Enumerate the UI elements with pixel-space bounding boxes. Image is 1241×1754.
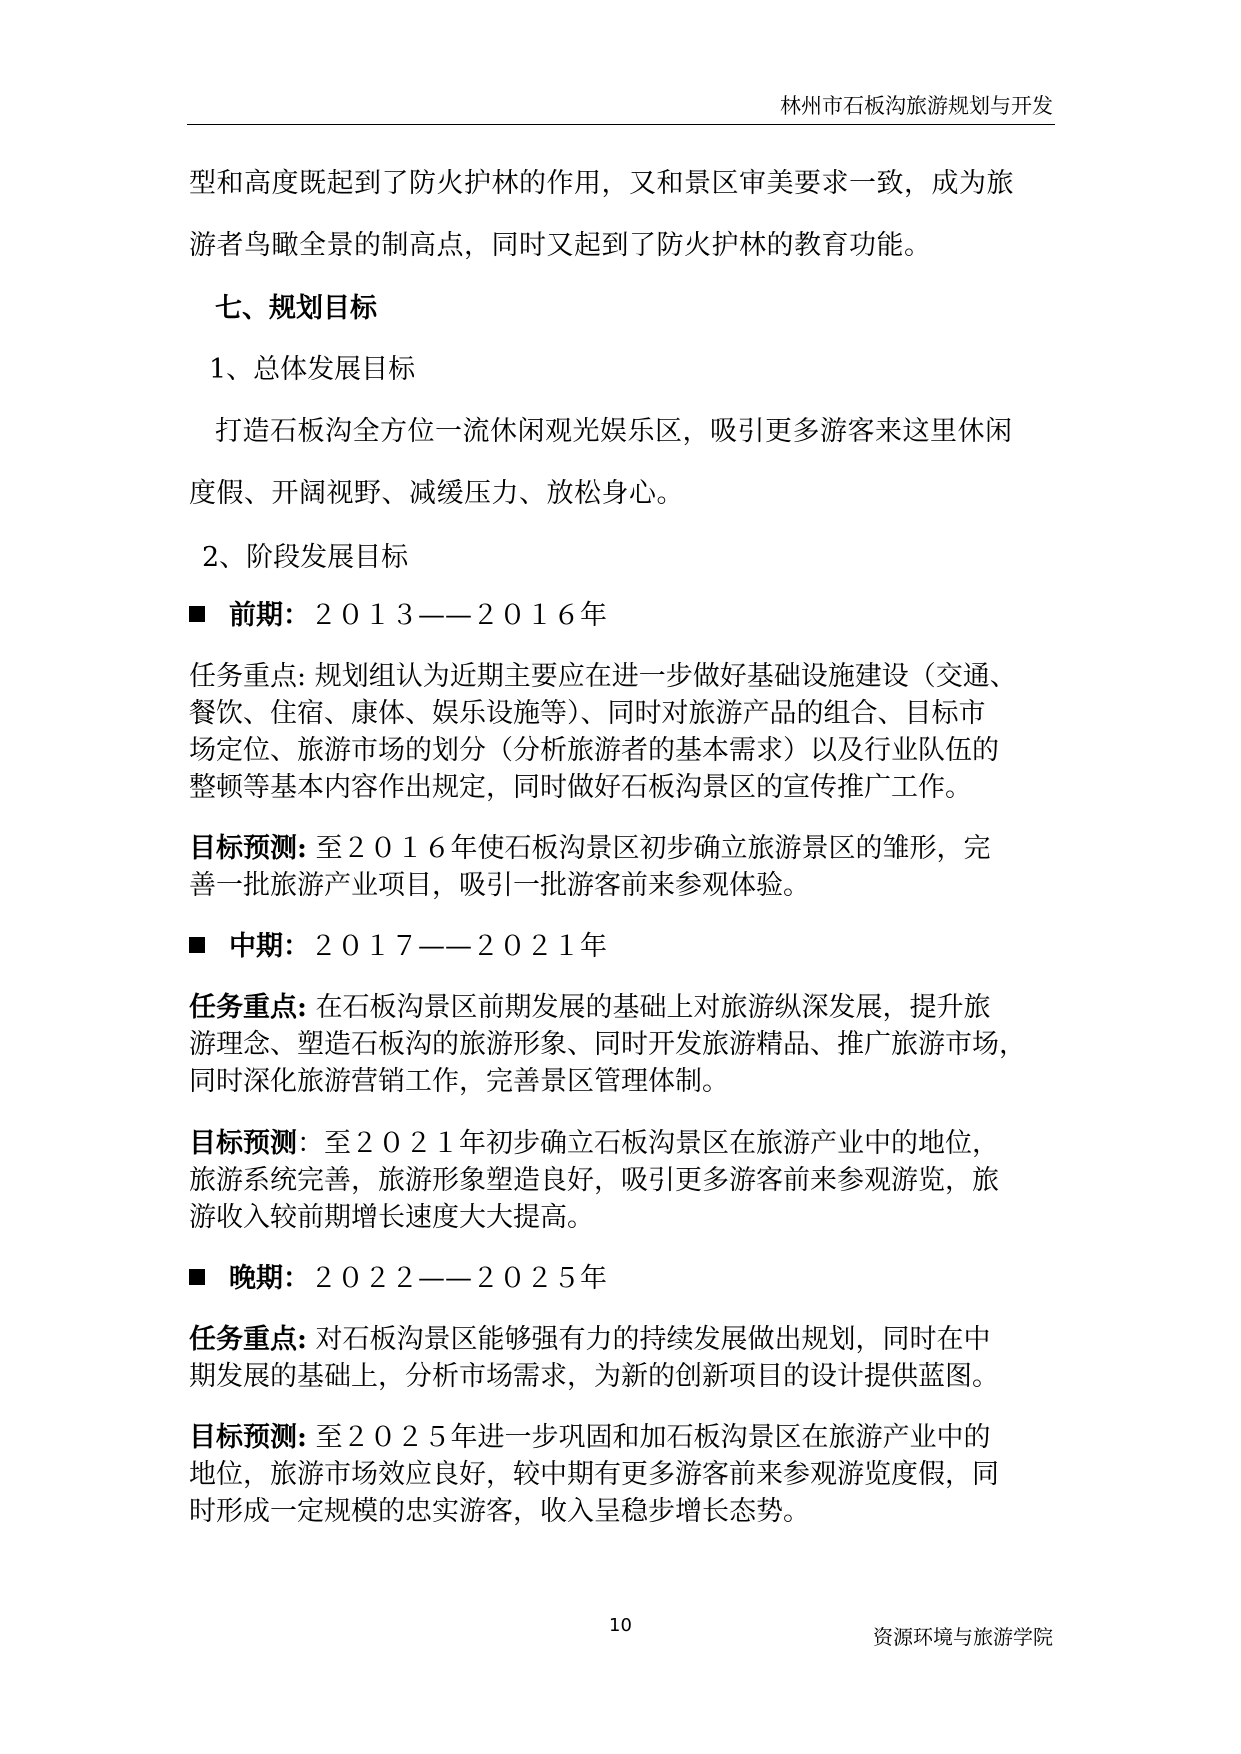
phase-late-task-line-2: 期发展的基础上，分析市场需求，为新的创新项目的设计提供蓝图。 (189, 1361, 999, 1392)
goal-text: 至２０２５年进一步巩固和加石板沟景区在旅游产业中的 (306, 1422, 991, 1453)
section-heading: 七、规划目标 (215, 293, 377, 324)
task-label: 任务重点: (189, 661, 307, 692)
phase-years: ２０１３——２０１６年 (310, 600, 607, 631)
intro-line-1: 型和高度既起到了防火护林的作用，又和景区审美要求一致，成为旅 (189, 168, 1014, 199)
bullet-square-icon (189, 937, 205, 953)
phase-label: 晚期： (229, 1263, 310, 1294)
phase-mid-heading (189, 929, 607, 965)
footer-organization: 资源环境与旅游学院 (873, 1625, 1053, 1649)
phase-late-task-line-1 (189, 1322, 991, 1358)
phase-mid-task-line-1 (189, 990, 991, 1026)
phase-early-task-line-2: 餐饮、住宿、康体、娱乐设施等）、同时对旅游产品的组合、目标市 (189, 698, 986, 729)
sub2-heading: 2、阶段发展目标 (202, 542, 409, 573)
phase-late-heading (189, 1261, 607, 1297)
goal-text: ：至２０２１年初步确立石板沟景区在旅游产业中的地位， (297, 1128, 999, 1159)
bullet-square-icon (189, 1269, 205, 1285)
goal-text: 至２０１６年使石板沟景区初步确立旅游景区的雏形，完 (306, 833, 991, 864)
goal-label: 目标预测 (189, 1128, 297, 1159)
header-rule (187, 124, 1055, 125)
page-number: 10 (609, 1615, 632, 1636)
phase-late-goal-line-1 (189, 1420, 991, 1456)
phase-label: 前期： (229, 600, 310, 631)
phase-mid-task-line-2: 游理念、塑造石板沟的旅游形象、同时开发旅游精品、推广旅游市场， (189, 1029, 1026, 1060)
phase-late-goal-line-2: 地位，旅游市场效应良好，较中期有更多游客前来参观游览度假，同 (189, 1459, 999, 1490)
task-text: 规划组认为近期主要应在进一步做好基础设施建设（交通、 (306, 661, 1017, 692)
phase-label: 中期： (229, 931, 310, 962)
phase-mid-goal-line-2: 旅游系统完善，旅游形象塑造良好，吸引更多游客前来参观游览，旅 (189, 1165, 999, 1196)
phase-years: ２０１７——２０２１年 (310, 931, 607, 962)
page-header-title: 林州市石板沟旅游规划与开发 (780, 94, 1053, 118)
phase-mid-task-line-3: 同时深化旅游营销工作，完善景区管理体制。 (189, 1066, 729, 1097)
phase-mid-goal-line-3: 游收入较前期增长速度大大提高。 (189, 1202, 594, 1233)
goal-label: 目标预测: (189, 1422, 307, 1453)
sub1-line-1: 打造石板沟全方位一流休闲观光娱乐区，吸引更多游客来这里休闲 (215, 416, 1013, 447)
phase-late-goal-line-3: 时形成一定规模的忠实游客，收入呈稳步增长态势。 (189, 1496, 810, 1527)
task-label: 任务重点: (189, 992, 307, 1023)
phase-early-heading (189, 598, 607, 634)
phase-early-goal-line-2: 善一批旅游产业项目，吸引一批游客前来参观体验。 (189, 870, 810, 901)
sub1-heading: 1、总体发展目标 (209, 354, 416, 385)
phase-early-task-line-4: 整顿等基本内容作出规定，同时做好石板沟景区的宣传推广工作。 (189, 772, 972, 803)
phase-years: ２０２２——２０２５年 (310, 1263, 607, 1294)
phase-early-goal-line-1 (189, 831, 991, 867)
intro-line-2: 游者鸟瞰全景的制高点，同时又起到了防火护林的教育功能。 (189, 230, 932, 261)
phase-mid-goal-line-1 (189, 1126, 999, 1162)
phase-early-task-line-3: 场定位、旅游市场的划分（分析旅游者的基本需求）以及行业队伍的 (189, 735, 999, 766)
task-label: 任务重点: (189, 1324, 307, 1355)
phase-early-task-line-1 (189, 659, 1017, 695)
task-text: 对石板沟景区能够强有力的持续发展做出规划，同时在中 (306, 1324, 991, 1355)
task-text: 在石板沟景区前期发展的基础上对旅游纵深发展，提升旅 (306, 992, 991, 1023)
bullet-square-icon (189, 606, 205, 622)
goal-label: 目标预测: (189, 833, 307, 864)
sub1-line-2: 度假、开阔视野、减缓压力、放松身心。 (189, 478, 684, 509)
